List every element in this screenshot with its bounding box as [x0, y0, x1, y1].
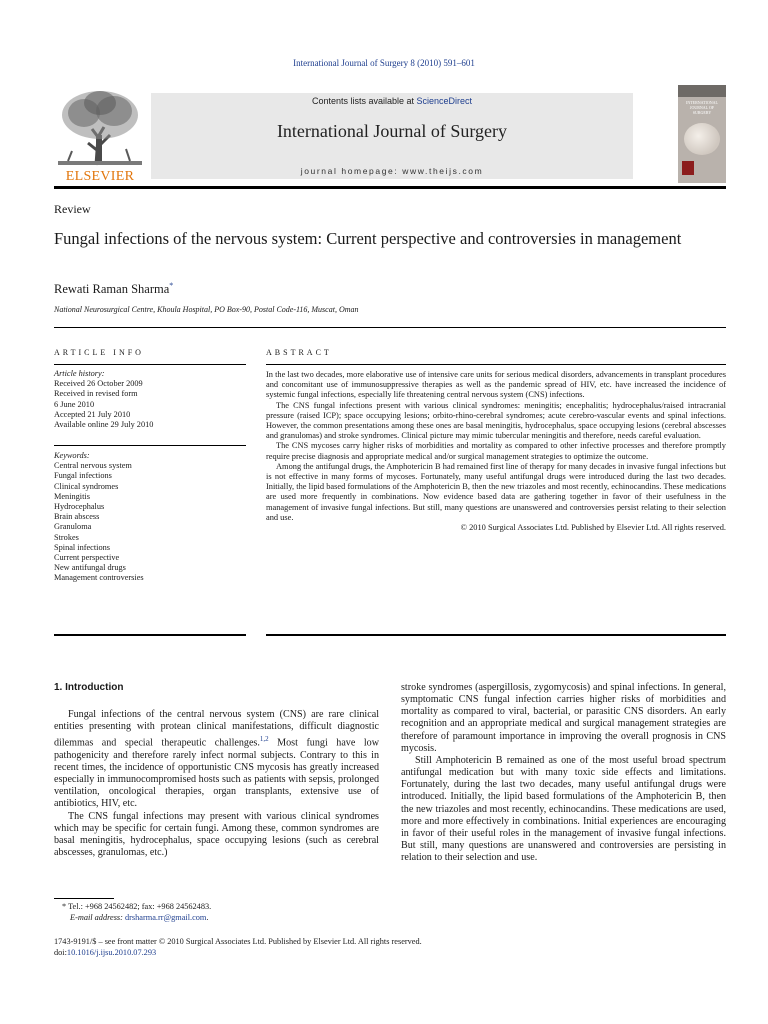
doi-link[interactable]: 10.1016/j.ijsu.2010.07.293 — [66, 948, 157, 957]
tree-icon — [54, 85, 146, 167]
keyword: Management controversies — [54, 573, 144, 583]
abstract-copyright: © 2010 Surgical Associates Ltd. Published by Elsevier Ltd. All rights reserved. — [460, 523, 726, 533]
abstract-paragraph: In the last two decades, more elaborative use of intensive care units for serious medical disorders, advancements in transplant procedures and concomitant use of immunosuppressive therapies as well as the pandemic spread of HIV, etc. have increased the incidence of systemic fungal infections, especially life threatening central nervous system (CNS) infections. — [266, 370, 726, 400]
divider — [54, 634, 246, 636]
publisher-name: ELSEVIER — [65, 169, 135, 184]
article-info-heading: ARTICLE INFO — [54, 348, 144, 357]
page-footer — [54, 936, 422, 958]
contents-prefix: Contents lists available at — [311, 96, 417, 106]
email-label: E-mail address: — [70, 912, 125, 922]
history-item: 6 June 2010 — [54, 399, 95, 409]
issn-line: 1743-9191/$ – see front matter © 2010 Surgical Associates Ltd. Published by Elsevier Ltd. All rights reserved. — [54, 937, 422, 946]
divider — [266, 364, 726, 365]
history-item: Received in revised form — [54, 389, 138, 399]
keyword: Hydrocephalus — [54, 502, 105, 512]
article-type: Review — [54, 202, 91, 216]
history-item: Accepted 21 July 2010 — [54, 409, 131, 419]
journal-banner — [151, 93, 633, 179]
abstract-body — [266, 370, 726, 533]
journal-homepage[interactable]: journal homepage: www.theijs.com — [300, 166, 484, 176]
abstract-paragraph: The CNS fungal infections present with various clinical syndromes: meningitis; encephalitis; hydrocephalus/raised intracranial pressure (raised ICP); space occupying lesions; orbito-rhino-cerebral syndromes; acute cerebro-vascular events and spinal infections. However, the common presentations among these ones are basal meningitis, hydrocephalus, space occupying lesions (cerebral abscesses and granulomas) and stroke syndromes. Clinical picture may mimic tubercular meningitis and therefore, needs careful evaluation. — [266, 400, 726, 441]
body-paragraph: Still Amphotericin B remained as one of the most useful broad spectrum antifungal medication but with many toxic side effects and limitations. Fortunately, during the last two decades, many useful antifungal drugs were introduced. Initially, the lipid based formulations of the Amphotericin B, then the new triazoles and most recently, echinocandins. These medications are used, more and more effectively in combinations. Initial experiences are encouraging in favor of their useful roles in the management of invasive fungal infections. But still, many questions are unanswered and controversies are persisting in relation to their selection and use. — [401, 754, 726, 864]
journal-citation[interactable]: International Journal of Surgery 8 (2010) 591–601 — [293, 58, 475, 68]
author-name: Rewati Raman Sharma — [54, 282, 170, 297]
journal-cover-image — [678, 85, 726, 183]
footnote-rule — [54, 898, 114, 899]
cover-title: INTERNATIONAL JOURNAL OF SURGERY — [686, 100, 718, 115]
body-paragraph: stroke syndromes (aspergillosis, zygomycosis) and spinal infections. In general, symptomatic CNS fungal infection carries higher risks of morbidities and mortality as compared to viral, bacterial, or parasitic CNS disorders. An early recognition and an appropriate medical and surgical management strategies are therefore of paramount importance in improving the overall prognosis in CNS mycosis. — [401, 682, 726, 754]
affiliation: National Neurosurgical Centre, Khoula Hospital, PO Box-90, Postal Code-116, Muscat, Oman — [54, 305, 359, 314]
footnote-contact: * Tel.: +968 24562482; fax: +968 24562483. — [62, 902, 212, 911]
abstract-heading: ABSTRACT — [266, 348, 332, 357]
body-paragraph: Fungal infections of the central nervous system (CNS) are rare clinical entities presenting with protean clinical manifestations, difficult diagnostic dilemmas and special therapeutic challenges.$^{1,2}$ Most fungi have low pathogenicity and therefore rarely infect normal subjects. Contrary to this in recent times, the incidence of opportunistic CNS mycosis has greatly increased especially in immunocompromised hosts such as patients with sepsis, prolonged ventilation, oncological therapies, organ transplants, extensive use of antibiotics, HIV, etc. — [54, 709, 379, 810]
body-paragraph: The CNS fungal infections may present with various clinical syndromes which may be specific for certain fungi. Among these, common syndromes are basal meningitis, hydrocephalus, space occupying lesions (such as cerebral abscesses, granulomas, etc.) — [54, 810, 379, 859]
reference-link[interactable]: 1,2 — [259, 735, 269, 744]
sciencedirect-link[interactable]: ScienceDirect — [416, 96, 473, 106]
journal-title: International Journal of Surgery — [276, 121, 508, 141]
keyword: Current perspective — [54, 553, 120, 563]
keyword: Central nervous system — [54, 461, 132, 471]
footnote-email-line: E-mail address: drsharma.rr@gmail.com. — [70, 912, 209, 922]
keywords-label: Keywords: — [54, 451, 90, 460]
history-item: Available online 29 July 2010 — [54, 420, 154, 430]
body-column-right — [401, 682, 726, 864]
history-label: Article history: — [54, 369, 105, 378]
doi-line: doi:10.1016/j.ijsu.2010.07.293 — [54, 948, 157, 957]
header-rule — [54, 186, 726, 189]
author-footnote-mark[interactable]: * — [169, 281, 174, 290]
contents-line — [151, 96, 633, 106]
body-column-left — [54, 709, 379, 859]
keyword: Spinal infections — [54, 542, 110, 552]
keyword: New antifungal drugs — [54, 563, 126, 573]
abstract-paragraph: Among the antifungal drugs, the Amphotericin B had remained first line of therapy for many decades in invasive fungal infections but is not effective in many forms of mycoses. Fortunately, many useful antifungal drugs were introduced during the last two decades. Initially, the lipid based formulations of the Amphotericin B, then the new triazoles and most recently, echinocandins. These medications are used more frequently in combinations. Now evidence based data are gathering together in favor of their usefulness in the management of invasive fungal infections. But still, many questions are unanswered and controversies persist relating to their selection and use. — [266, 461, 726, 522]
article-title: Fungal infections of the nervous system: Current perspective and controversies in management — [54, 229, 682, 248]
journal-masthead — [54, 85, 726, 185]
keyword: Clinical syndromes — [54, 481, 119, 491]
abstract-paragraph: The CNS mycoses carry higher risks of morbidities and mortality as compared to other infective processes and therefore promptly require precise diagnosis and appropriate medical and/or surgical management strategies to optimize the outcome. — [266, 441, 726, 461]
author — [54, 281, 173, 297]
divider — [54, 445, 246, 446]
history-item: Received 26 October 2009 — [54, 379, 143, 389]
author-footnote — [62, 902, 211, 923]
keyword: Fungal infections — [54, 471, 112, 481]
section-heading: 1. Introduction — [54, 682, 124, 693]
keywords — [54, 451, 246, 584]
keyword: Meningitis — [54, 491, 90, 501]
keyword: Strokes — [54, 532, 79, 542]
divider — [266, 634, 726, 636]
elsevier-logo — [54, 85, 146, 185]
divider — [54, 364, 246, 365]
keyword: Granuloma — [54, 522, 92, 532]
divider — [54, 327, 726, 328]
keyword: Brain abscess — [54, 512, 100, 522]
article-history — [54, 369, 246, 430]
email-link[interactable]: drsharma.rr@gmail.com — [125, 912, 207, 922]
